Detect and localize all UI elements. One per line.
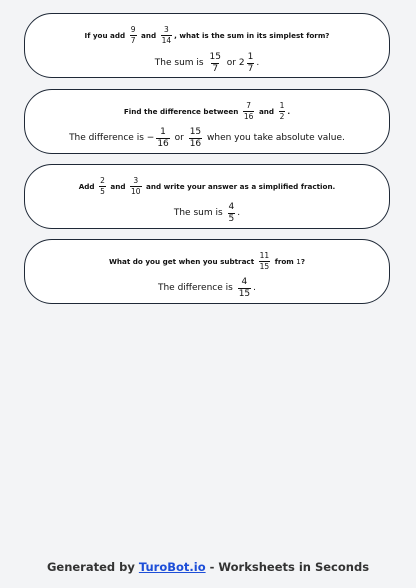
denominator: 15 xyxy=(238,288,251,299)
whole-number: 2 xyxy=(238,58,245,68)
numerator: 3 xyxy=(133,176,139,185)
fraction xyxy=(243,102,255,120)
numerator: 11 xyxy=(259,251,270,260)
numerator: 15 xyxy=(189,126,202,137)
fraction xyxy=(156,128,169,149)
denominator: 7 xyxy=(212,63,219,74)
numerator: 15 xyxy=(209,51,221,62)
answer-mid: or xyxy=(223,58,239,68)
fraction xyxy=(161,26,173,44)
answer-suffix: . xyxy=(237,208,241,218)
footer-suffix: - Worksheets in Seconds xyxy=(205,560,370,574)
numerator: 4 xyxy=(228,201,235,212)
fraction xyxy=(130,177,142,195)
denominator: 5 xyxy=(100,186,105,196)
denominator: 15 xyxy=(259,261,270,271)
numerator: 1 xyxy=(160,126,166,137)
answer-prefix: The sum is xyxy=(173,208,226,218)
fraction xyxy=(238,278,251,299)
denominator: 14 xyxy=(161,35,172,45)
question-suffix: , what is the sum in its simplest form? xyxy=(174,30,330,40)
fraction xyxy=(99,177,106,195)
problem-card-4 xyxy=(24,239,390,304)
turobot-link[interactable]: TuroBot.io xyxy=(138,560,206,574)
question-prefix: Add xyxy=(78,181,98,191)
answer-text xyxy=(25,200,389,226)
question-mid: and xyxy=(256,106,277,116)
numerator: 9 xyxy=(130,25,136,34)
answer-prefix: The difference is xyxy=(157,283,236,293)
numerator: 2 xyxy=(100,176,105,185)
answer-prefix: The difference is xyxy=(69,133,147,143)
denominator: 5 xyxy=(228,213,235,224)
question-prefix: Find the difference between xyxy=(123,106,241,116)
answer-text xyxy=(25,275,389,301)
answer-suffix: . xyxy=(256,58,260,68)
denominator: 10 xyxy=(130,186,141,196)
question-suffix: . xyxy=(287,106,291,116)
question-mid: from xyxy=(272,256,297,266)
answer-prefix: The sum is xyxy=(154,58,207,68)
answer-mid: or xyxy=(171,133,187,143)
numerator: 1 xyxy=(279,101,285,110)
question-mid: and xyxy=(138,30,159,40)
question-suffix: and write your answer as a simplified fraction. xyxy=(143,181,336,191)
minus-sign: − xyxy=(146,133,155,143)
footer-prefix: Generated by xyxy=(46,560,139,574)
question-text xyxy=(25,99,389,123)
footer xyxy=(0,560,416,574)
problem-card-3 xyxy=(24,164,390,229)
denominator: 7 xyxy=(247,63,254,74)
fraction xyxy=(228,203,236,224)
problem-card-2 xyxy=(24,89,390,154)
numerator: 4 xyxy=(241,276,248,287)
denominator: 16 xyxy=(243,111,254,121)
numerator: 3 xyxy=(164,25,169,34)
fraction xyxy=(247,53,255,74)
question-text xyxy=(25,174,389,198)
mixed-number xyxy=(239,53,256,74)
denominator: 2 xyxy=(279,111,285,121)
answer-text xyxy=(25,50,389,76)
answer-suffix: when you take absolute value. xyxy=(204,133,345,143)
fraction xyxy=(130,26,137,44)
denominator: 16 xyxy=(189,138,202,149)
fraction xyxy=(189,128,202,149)
question-mid: and xyxy=(107,181,128,191)
question-prefix: If you add xyxy=(84,30,128,40)
whole-number: 1 xyxy=(296,256,301,266)
numerator: 7 xyxy=(246,101,252,110)
numerator: 1 xyxy=(247,51,254,62)
answer-suffix: . xyxy=(253,283,257,293)
fraction xyxy=(279,102,286,120)
question-text xyxy=(25,249,389,273)
problem-card-1 xyxy=(24,13,390,78)
question-text xyxy=(25,23,389,47)
answer-text xyxy=(25,125,389,151)
denominator: 7 xyxy=(130,35,136,45)
question-suffix: ? xyxy=(300,256,306,266)
denominator: 16 xyxy=(157,138,169,149)
question-prefix: What do you get when you subtract xyxy=(108,256,257,266)
fraction xyxy=(208,53,221,74)
fraction xyxy=(259,252,271,270)
